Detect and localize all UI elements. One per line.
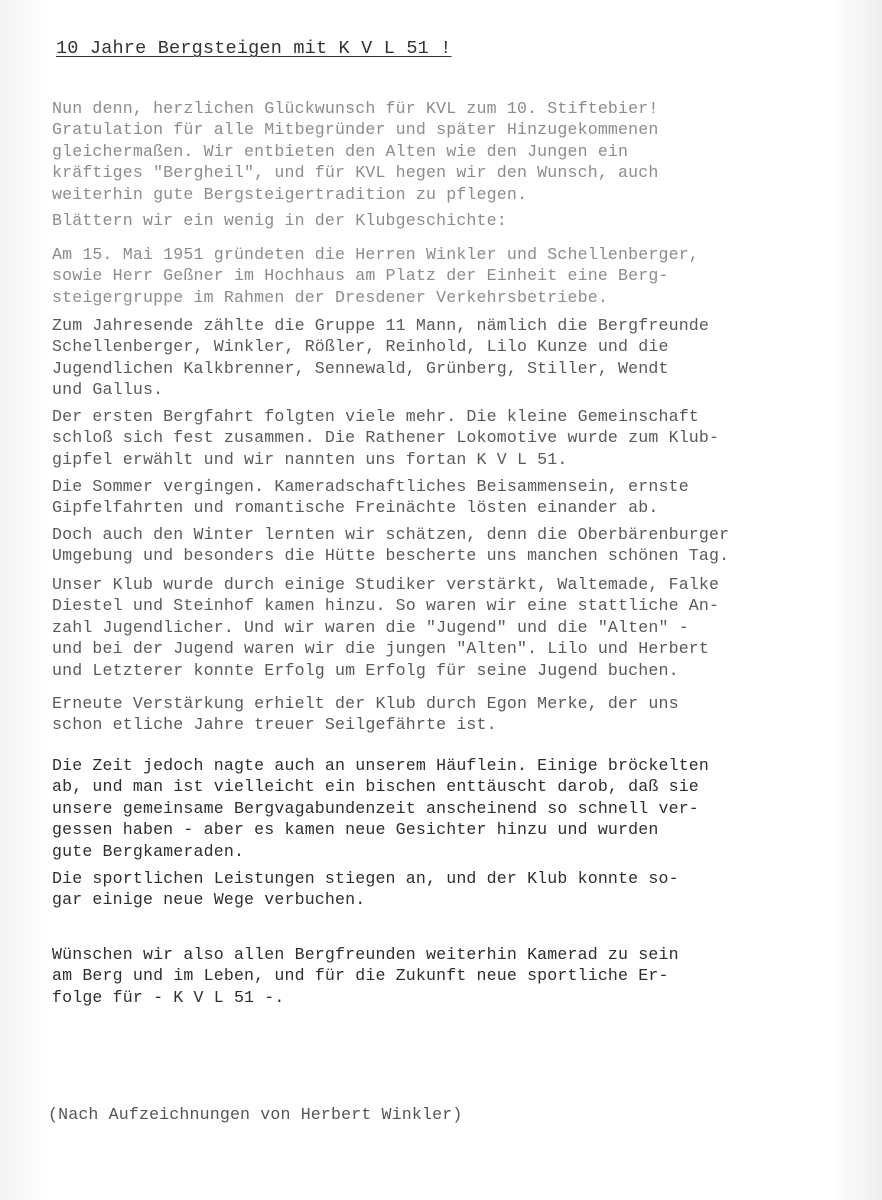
- text-line: Die Sommer vergingen. Kameradschaftliches Beisammensein, ernste: [52, 477, 689, 496]
- text-line: Schellenberger, Winkler, Rößler, Reinhold, Lilo Kunze und die: [52, 337, 669, 357]
- text-line: unsere gemeinsame Bergvagabundenzeit anscheinend so schnell ver-: [52, 798, 699, 818]
- source-note: (Nach Aufzeichnungen von Herbert Winkler): [48, 1105, 463, 1124]
- text-line: Erneute Verstärkung erhielt der Klub durch Egon Merke, der uns: [52, 694, 679, 713]
- text-line: weiterhin gute Bergsteigertradition zu pflegen.: [52, 184, 528, 204]
- text-line: folge für - K V L 51 -.: [52, 987, 285, 1007]
- document-title: 10 Jahre Bergsteigen mit K V L 51 !: [56, 38, 452, 59]
- paragraph-first-climb: [52, 406, 719, 470]
- text-line: Der ersten Bergfahrt folgten viele mehr. Die kleine Gemeinschaft: [52, 407, 699, 426]
- text-line: kräftiges "Bergheil", und für KVL hegen wir den Wunsch, auch: [52, 163, 659, 183]
- text-line: Nun denn, herzlichen Glückwunsch für KVL zum 10. Stiftebier!: [52, 99, 659, 118]
- text-line: Die sportlichen Leistungen stiegen an, und der Klub konnte so-: [52, 869, 679, 888]
- text-line: zahl Jugendlicher. Und wir waren die "Jugend" und die "Alten" -: [52, 617, 689, 637]
- paragraph-summers: [52, 476, 689, 519]
- text-line: Diestel und Steinhof kamen hinzu. So waren wir eine stattliche An-: [52, 596, 720, 616]
- text-line: und Gallus.: [52, 380, 164, 400]
- text-line: gipfel erwählt und wir nannten uns fortan K V L 51.: [52, 449, 568, 469]
- text-line: und bei der Jugend waren wir die jungen "Alten". Lilo und Herbert: [52, 639, 710, 659]
- text-line: steigergruppe im Rahmen der Dresdener Verkehrsbetriebe.: [52, 287, 608, 307]
- paragraph-closing-wishes: [52, 944, 679, 1008]
- text-line: Die Zeit jedoch nagte auch an unserem Häuflein. Einige bröckelten: [52, 756, 710, 775]
- text-line: am Berg und im Leben, und für die Zukunft neue sportliche Er-: [52, 966, 669, 986]
- paragraph-members: [52, 315, 709, 401]
- text-line: Gratulation für alle Mitbegründer und später Hinzugekommenen: [52, 120, 659, 140]
- paragraph-students: [52, 574, 719, 681]
- paragraph-founding: [52, 244, 699, 308]
- text-line: gessen haben - aber es kamen neue Gesichter hinzu und wurden: [52, 820, 659, 840]
- text-line: Gipfelfahrten und romantische Freinächte lösten einander ab.: [52, 498, 659, 518]
- text-line: ab, und man ist vielleicht ein bischen enttäuscht darob, daß sie: [52, 777, 699, 797]
- text-line: Blättern wir ein wenig in der Klubgeschichte:: [52, 211, 507, 230]
- paragraph-sporting-achievements: [52, 868, 679, 911]
- text-line: gute Bergkameraden.: [52, 841, 245, 861]
- paragraph-greeting: [52, 98, 658, 205]
- text-line: Doch auch den Winter lernten wir schätzen, denn die Oberbärenburger: [52, 525, 730, 544]
- text-line: gleichermaßen. Wir entbieten den Alten wie den Jungen ein: [52, 141, 629, 161]
- paragraph-time-passing: [52, 755, 709, 862]
- text-line: Am 15. Mai 1951 gründeten die Herren Winkler und Schellenberger,: [52, 245, 699, 264]
- text-line: und Letzterer konnte Erfolg um Erfolg für seine Jugend buchen.: [52, 660, 679, 680]
- text-line: Zum Jahresende zählte die Gruppe 11 Mann, nämlich die Bergfreunde: [52, 316, 710, 335]
- text-line: Jugendlichen Kalkbrenner, Sennewald, Grünberg, Stiller, Wendt: [52, 358, 669, 378]
- text-line: Umgebung und besonders die Hütte bescherte uns manchen schönen Tag.: [52, 546, 730, 566]
- text-line: Wünschen wir also allen Bergfreunden weiterhin Kamerad zu sein: [52, 945, 679, 964]
- text-line: Unser Klub wurde durch einige Studiker verstärkt, Waltemade, Falke: [52, 575, 720, 594]
- text-line: gar einige neue Wege verbuchen.: [52, 890, 366, 910]
- paragraph-winter: [52, 524, 729, 567]
- text-line: sowie Herr Geßner im Hochhaus am Platz der Einheit eine Berg-: [52, 266, 669, 286]
- paragraph-reinforcement: [52, 693, 679, 736]
- text-line: schon etliche Jahre treuer Seilgefährte ist.: [52, 715, 497, 735]
- paragraph-club-history-intro: [52, 210, 507, 231]
- text-line: schloß sich fest zusammen. Die Rathener Lokomotive wurde zum Klub-: [52, 428, 720, 448]
